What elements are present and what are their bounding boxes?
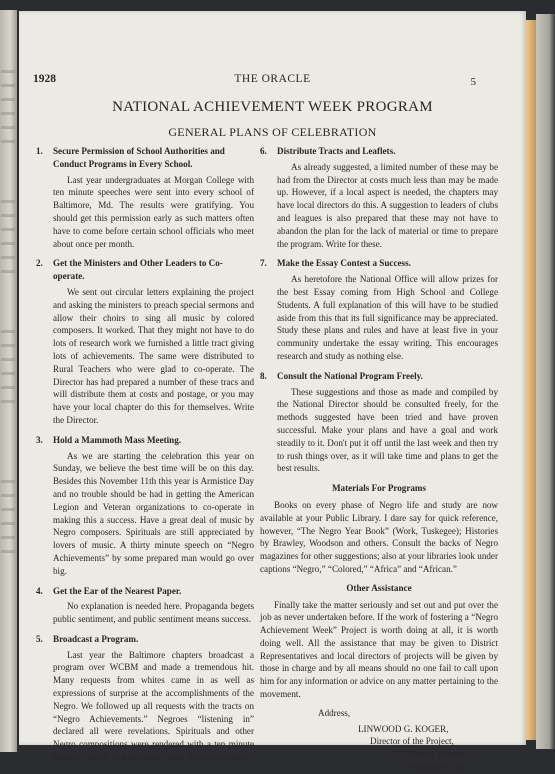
section-heading: 5. Broadcast a Program. (36, 633, 139, 644)
page-number: 5 (470, 76, 476, 88)
running-header (19, 73, 526, 93)
section-1 (36, 145, 254, 250)
document-page (19, 11, 526, 773)
address-label: Address, (318, 707, 351, 718)
book-edge (536, 14, 555, 749)
assistance-section (260, 582, 498, 701)
signatory-name: LINWOOD G. KOGER, (358, 723, 449, 734)
section-body: No explanation is needed here. Propaganda begets public sentiment, and public sentiment means success. (53, 601, 254, 625)
materials-heading: Materials For Programs (331, 483, 427, 494)
article-subtitle: GENERAL PLANS OF CELEBRATION (168, 125, 377, 139)
section-body: Last year undergraduates at Morgan College with ten minute speeches were sent into every school of Baltimore, Md. The results were gratifying. You should get this permission early as such matters often have to come before certain school officials who meet about once per month. (53, 174, 254, 249)
right-column (260, 145, 498, 774)
section-6 (260, 145, 498, 250)
section-body: As heretofore the National Office will allow prizes for the best Essay coming from High School and College Students. A full explanation of this will have to be studied aside from this that its full significance may be appreciated. Study these plans and rules and have at least five in your community undertake the essay writing. This encourages research and study as nothing else. (277, 274, 498, 361)
previous-page-edge (0, 10, 17, 752)
header-year: 1928 (33, 73, 56, 85)
section-heading: 1. Secure Permission of School Authorities and Conduct Programs in Every School. (36, 146, 225, 169)
materials-section (260, 482, 498, 576)
assistance-heading: Other Assistance (346, 582, 412, 593)
section-body: As already suggested, a limited number of these may be had from the Director at costs much less than may be made up. However, if a local aspect is needed, the chapters may have local directors do this. A suggestion to leaders of clubs and leagues is also prepared that these may not have to abandon the plan for the lack of material or time to prepare the program. Write for these. (277, 161, 498, 249)
street-address: 1212 Penna. Avenue, (391, 749, 468, 760)
section-heading: 8. Consult the National Program Freely. (260, 370, 423, 381)
section-8 (260, 370, 498, 475)
city-address: Baltimore, Md. (410, 762, 466, 773)
section-heading: 7. Make the Essay Contest a Success. (260, 258, 411, 269)
section-4 (36, 585, 254, 626)
section-5 (36, 633, 254, 764)
section-body: As we are starting the celebration this year on Sunday, we believe the best time will be on this day. Besides this November 11th this year is Armistice Day and no trouble should be had in getting the American Legion and Veteran organizations to co-operate in making this a success. Have a great deal of music by Negro composers. Spirituals are still appreciated by lovers of music. A thirty minute speech on “Negro Achievements” by some prepared man would go over big. (53, 450, 254, 576)
section-heading: 6. Distribute Tracts and Leaflets. (260, 146, 396, 156)
section-body: We sent out circular letters explaining the project and asking the ministers to preach special sermons and allow their choirs to sing all music by colored composers. It worked. That they might not have to do lots of research work we furnished a little tract giving lots of achievements. The same were distributed to Rural Teachers who were glad to co-operate. The Director has had prepared a number of these tracs and will distribute them at costs and postage, or you may have your local chapter do this for themselves. Write the Director. (53, 286, 254, 425)
assistance-body: Finally take the matter seriously and set out and put over the job as never undertaken before. If the work of fostering a “Negro Achievement Week” Project is worth doing at all, it is worth doing well. All the assistance that may be given to District Representatives and local directors of projects will be given by those in charge and by all means should no one fail to call upon him for any information or advice on any matter pertaining to the movement. (260, 599, 498, 700)
section-3 (36, 434, 254, 578)
left-column (36, 145, 254, 771)
signatory-role: Director of the Project, (370, 736, 454, 747)
materials-body: Books on every phase of Negro life and study are now available at your Public Library. I dare say for quick reference, however, “The Negro Year Book” (Work, Tuskegee); Histories by Brawley, Woodson and others. Consult the backs of Negro magazines for other suggestions; also at your libraries look under captions “Negro,” “Colored,” “Africa” and “African.” (260, 499, 498, 574)
section-2 (36, 257, 254, 426)
journal-title: THE ORACLE (234, 73, 311, 85)
article-title: NATIONAL ACHIEVEMENT WEEK PROGRAM (112, 99, 433, 115)
section-heading: 2. Get the Ministers and Other Leaders to Co-operate. (36, 258, 223, 282)
section-heading: 3. Hold a Mammoth Mass Meeting. (36, 434, 182, 445)
section-body: Last year the Baltimore chapters broadcast a program over WCBM and made a tremendous hit. Many requests from whites came in as well as expressions of surprise at the accomplishments of the Negro. We followed up all requests with the tracts on “Negro Achievements.” Negroes “listening in” declared all were revelations. Spirituals and other Negro compositions were rendered with a ten minute address (clearly and distinctly read). It went over big. (53, 649, 254, 763)
signature-block (260, 707, 498, 774)
section-heading: 4. Get the Ear of the Nearest Paper. (36, 585, 182, 596)
section-7 (260, 257, 498, 362)
section-body: These suggestions and those as made and compiled by the National Director should be consulted freely, for the methods suggested have been tried and have proven successful. Make your plans and have a goal and work steadily to it. Don't put it off until the last week and then try to rush things over, as it will take time and plans to get the best results. (277, 386, 498, 474)
